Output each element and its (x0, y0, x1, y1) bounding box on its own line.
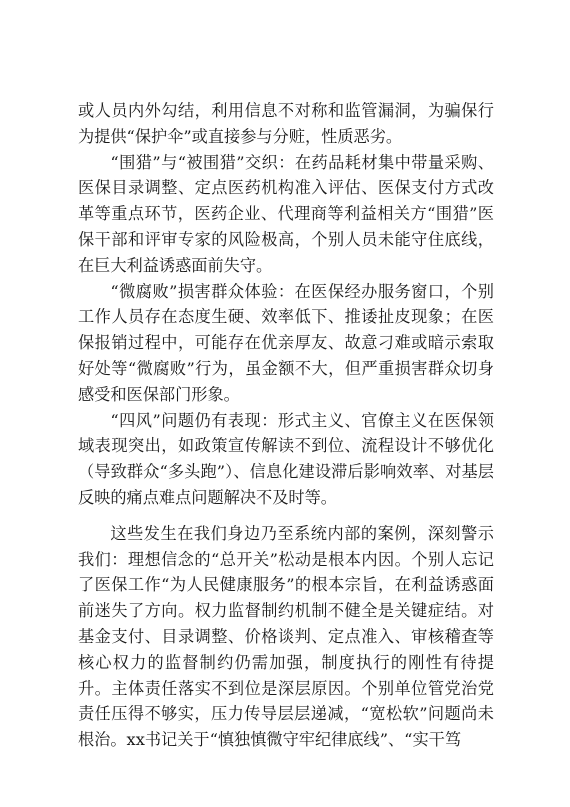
paragraph-5: 这些发生在我们身边乃至系统内部的案例，深刻警示我们：理想信念的“总开关”松动是根本内因。个别人忘记了医保工作“为人民健康服务”的根本宗旨，在利益诱惑面前迷失了方向。权力监督制约机制不健全是关键症结。对基金支付、目录调整、价格谈判、定点准入、审核稽查等核心权力的监督制约仍需加强，制度执行的刚性有待提升。主体责任落实不到位是深层原因。个别单位管党治党责任压得不够实，压力传导层层递减，“宽松软”问题尚未根治。xx书记关于“慎独慎微守牢纪律底线”、“实干笃 (78, 523, 494, 750)
paragraph-4: “四风”问题仍有表现：形式主义、官僚主义在医保领域表现突出，如政策宣传解读不到位、流程设计不够优化（导致群众“多头跑”）、信息化建设滞后影响效率、对基层反映的痛点难点问题解决不及时等。 (78, 410, 494, 507)
paragraph-2: “围猎”与“被围猎”交织：在药品耗材集中带量采购、医保目录调整、定点医药机构准入评估、医保支付方式改革等重点环节，医药企业、代理商等利益相关方“围猎”医保干部和评审专家的风险极高，个别人员未能守住底线，在巨大利益诱惑面前失守。 (78, 152, 494, 275)
paragraph-3: “微腐败”损害群众体验：在医保经办服务窗口，个别工作人员存在态度生硬、效率低下、推诿扯皮现象；在医保报销过程中，可能存在优亲厚友、故意刁难或暗示索取好处等“微腐败”行为，虽金额不大，但严重损害群众切身感受和医保部门形象。 (78, 281, 494, 404)
document-body (78, 98, 494, 753)
paragraph-1: 或人员内外勾结，利用信息不对称和监管漏洞，为骗保行为提供“保护伞”或直接参与分赃，性质恶劣。 (78, 101, 494, 146)
